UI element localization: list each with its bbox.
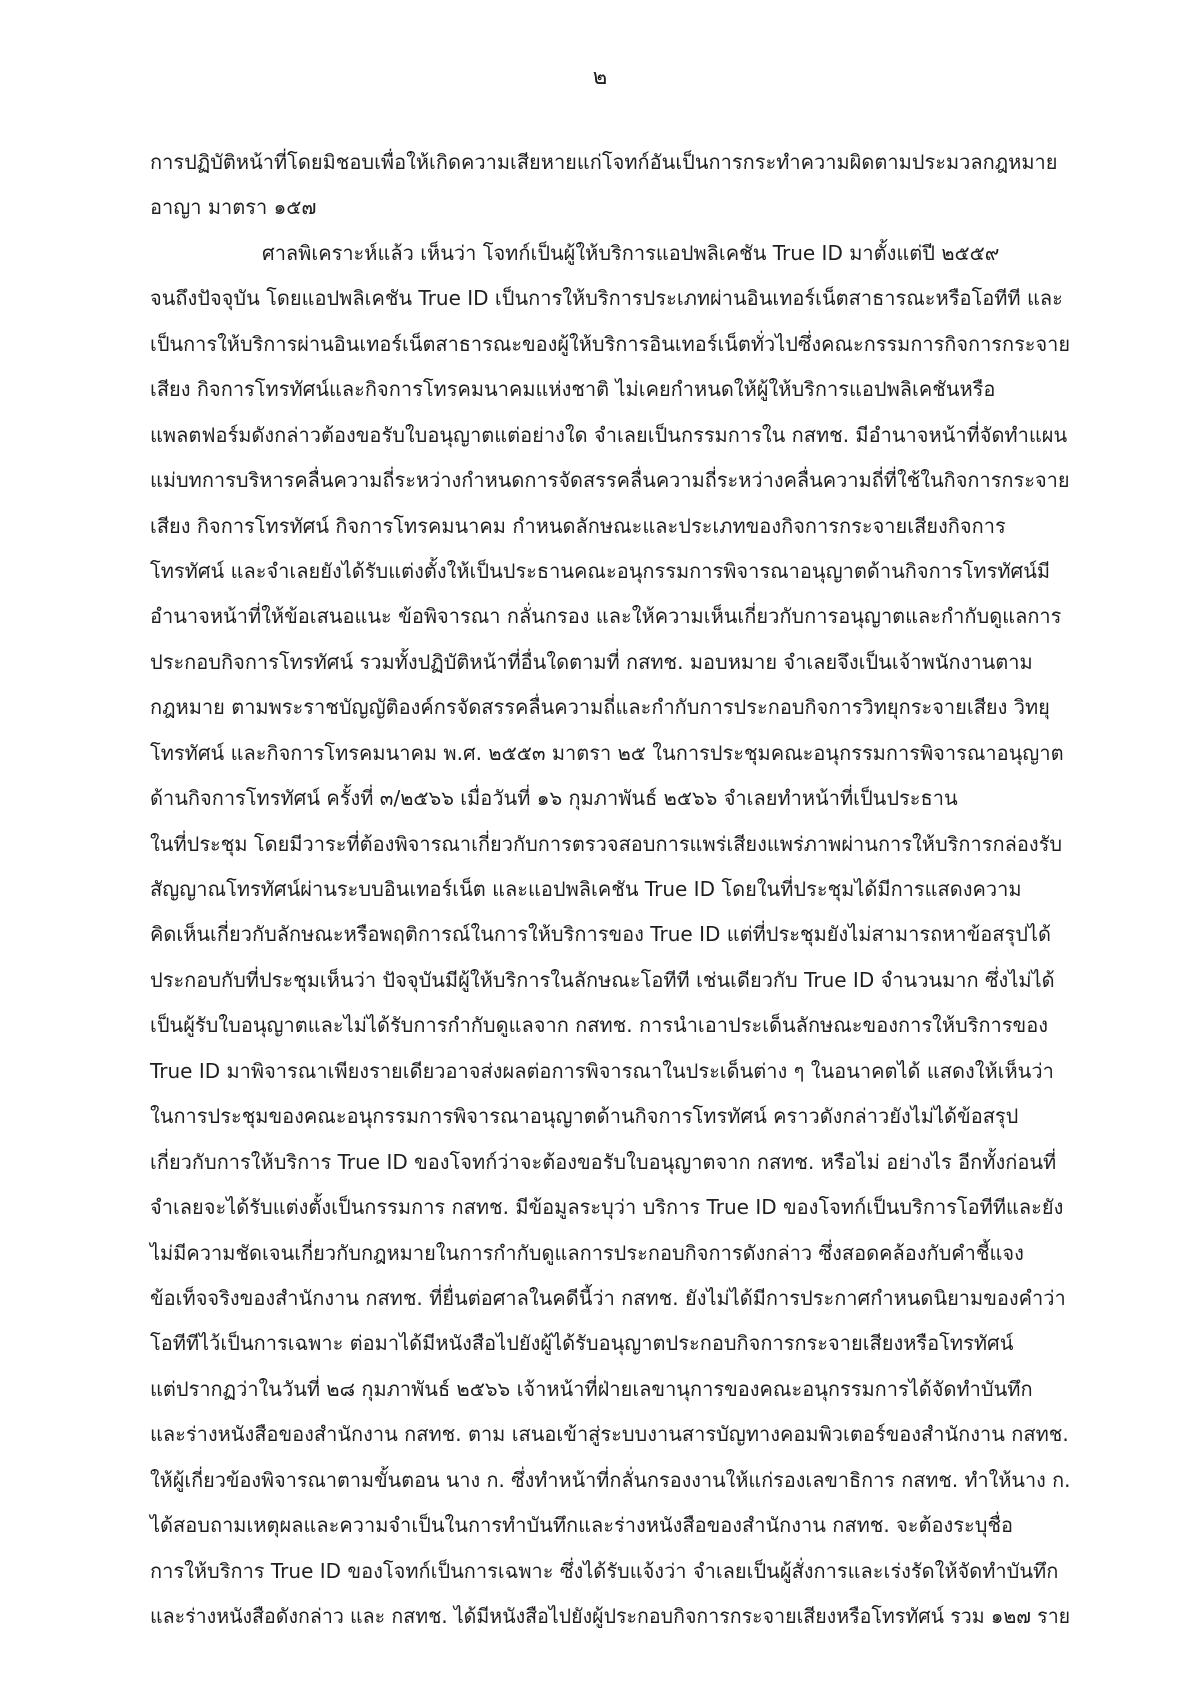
text-line: True ID มาพิจารณาเพียงรายเดียวอาจส่งผลต่อการพิจารณาในประเด็นต่าง ๆ ในอนาคตได้ แสดงให้เห็นว่า <box>150 1058 1054 1083</box>
text-line: โทรทัศน์ และจำเลยยังได้รับแต่งตั้งให้เป็นประธานคณะอนุกรรมการพิจารณาอนุญาตด้านกิจการโทรทัศน์มี <box>150 558 1051 583</box>
text-line: คิดเห็นเกี่ยวกับลักษณะหรือพฤติการณ์ในการให้บริการของ True ID แต่ที่ประชุมยังไม่สามารถหาข้อสรุปได้ <box>150 922 1051 947</box>
text-line: สัญญาณโทรทัศน์ผ่านระบบอินเทอร์เน็ต และแอปพลิเคชัน True ID โดยในที่ประชุมได้มีการแสดงความ <box>150 877 1022 901</box>
text-line: และร่างหนังสือของสำนักงาน กสทช. ตาม เสนอเข้าสู่ระบบงานสารบัญทางคอมพิวเตอร์ของสำนักงาน กสทช. <box>150 1422 1069 1447</box>
text-line: อำนาจหน้าที่ให้ข้อเสนอแนะ ข้อพิจารณา กลั่นกรอง และให้ความเห็นเกี่ยวกับการอนุญาตและกำกับดูแลการ <box>150 604 1062 629</box>
text-line: ประกอบกิจการโทรทัศน์ รวมทั้งปฏิบัติหน้าที่อื่นใดตามที่ กสทช. มอบหมาย จำเลยจึงเป็นเจ้าพนักงานตาม <box>150 649 1033 674</box>
text-line: ในที่ประชุม โดยมีวาระที่ต้องพิจารณาเกี่ยวกับการตรวจสอบการแพร่เสียงแพร่ภาพผ่านการให้บริการกล่องรับ <box>150 831 1063 856</box>
text-line: ในการประชุมของคณะอนุกรรมการพิจารณาอนุญาตด้านกิจการโทรทัศน์ คราวดังกล่าวยังไม่ได้ข้อสรุป <box>150 1104 1019 1129</box>
text-line: โทรทัศน์ และกิจการโทรคมนาคม พ.ศ. ๒๕๕๓ มาตรา ๒๕ ในการประชุมคณะอนุกรรมการพิจารณาอนุญาต <box>150 740 1064 765</box>
paragraph-start-line: ศาลพิเคราะห์แล้ว เห็นว่า โจทก์เป็นผู้ให้บริการแอปพลิเคชัน True ID มาตั้งแต่ปี ๒๕๕๙ <box>262 240 1000 265</box>
text-line: ไม่มีความชัดเจนเกี่ยวกับกฎหมายในการกำกับดูแลการประกอบกิจการดังกล่าว ซึ่งสอดคล้องกับคำชี้แจง <box>150 1240 1024 1265</box>
text-line: เป็นการให้บริการผ่านอินเทอร์เน็ตสาธารณะของผู้ให้บริการอินเทอร์เน็ตทั่วไปซึ่งคณะกรรมการกิจการกระจาย <box>150 331 1071 356</box>
text-line: กฎหมาย ตามพระราชบัญญัติองค์กรจัดสรรคลื่นความถี่และกำกับการประกอบกิจการวิทยุกระจายเสียง วิทยุ <box>150 695 1050 720</box>
body-text <box>150 140 1070 1639</box>
text-line: เสียง กิจการโทรทัศน์และกิจการโทรคมนาคมแห่งชาติ ไม่เคยกำหนดให้ผู้ให้บริการแอปพลิเคชันหรือ <box>150 377 996 402</box>
text-line: ด้านกิจการโทรทัศน์ ครั้งที่ ๓/๒๕๖๖ เมื่อวันที่ ๑๖ กุมภาพันธ์ ๒๕๖๖ จำเลยทำหน้าที่เป็นประธาน <box>150 786 958 811</box>
text-line: แม่บทการบริหารคลื่นความถี่ระหว่างกำหนดการจัดสรรคลื่นความถี่ระหว่างคลื่นความถี่ที่ใช้ในกิจการกระจาย <box>150 468 1070 493</box>
text-line: ประกอบกับที่ประชุมเห็นว่า ปัจจุบันมีผู้ให้บริการในลักษณะโอทีที เช่นเดียวกับ True ID จำนวนมาก ซึ่งไม่ได้ <box>150 967 1055 992</box>
text-line: เสียง กิจการโทรทัศน์ กิจการโทรคมนาคม กำหนดลักษณะและประเภทของกิจการกระจายเสียงกิจการ <box>150 513 1006 538</box>
text-line: จนถึงปัจจุบัน โดยแอปพลิเคชัน True ID เป็นการให้บริการประเภทผ่านอินเทอร์เน็ตสาธารณะหรือโอทีที และ <box>150 286 1063 311</box>
page-number: ๒ <box>592 65 608 90</box>
text-line: เกี่ยวกับการให้บริการ True ID ของโจทก์ว่าจะต้องขอรับใบอนุญาตจาก กสทช. หรือไม่ อย่างไร อีกทั้งก่อนที่ <box>150 1149 1057 1174</box>
text-line: เป็นผู้รับใบอนุญาตและไม่ได้รับการกำกับดูแลจาก กสทช. การนำเอาประเด็นลักษณะของการให้บริการของ <box>150 1013 1048 1038</box>
text-line: อาญา มาตรา ๑๕๗ <box>150 195 317 220</box>
text-line: โอทีทีไว้เป็นการเฉพาะ ต่อมาได้มีหนังสือไปยังผู้ได้รับอนุญาตประกอบกิจการกระจายเสียงหรือโทรทัศน์ <box>150 1331 1014 1356</box>
text-line: การให้บริการ True ID ของโจทก์เป็นการเฉพาะ ซึ่งได้รับแจ้งว่า จำเลยเป็นผู้สั่งการและเร่งรัดให้จัดทำบันทึก <box>150 1558 1059 1583</box>
text-line: ได้สอบถามเหตุผลและความจำเป็นในการทำบันทึกและร่างหนังสือของสำนักงาน กสทช. จะต้องระบุชื่อ <box>150 1513 1014 1538</box>
text-line: และร่างหนังสือดังกล่าว และ กสทช. ได้มีหนังสือไปยังผู้ประกอบกิจการกระจายเสียงหรือโทรทัศน์ รวม ๑๒๗ ราย <box>150 1604 1071 1628</box>
text-line: แพลตฟอร์มดังกล่าวต้องขอรับใบอนุญาตแต่อย่างใด จำเลยเป็นกรรมการใน กสทช. มีอำนาจหน้าที่จัดทำแผน <box>150 422 1068 447</box>
text-line: ข้อเท็จจริงของสำนักงาน กสทช. ที่ยื่นต่อศาลในคดีนี้ว่า กสทช. ยังไม่ได้มีการประกาศกำหนดนิยามของคำว่า <box>150 1285 1066 1310</box>
text-line: จำเลยจะได้รับแต่งตั้งเป็นกรรมการ กสทช. มีข้อมูลระบุว่า บริการ True ID ของโจทก์เป็นบริการโอทีทีและยัง <box>150 1195 1064 1220</box>
text-line: การปฏิบัติหน้าที่โดยมิชอบเพื่อให้เกิดความเสียหายแก่โจทก์อันเป็นการกระทำความผิดตามประมวลกฎหมาย <box>150 150 1058 174</box>
text-line: แต่ปรากฏว่าในวันที่ ๒๘ กุมภาพันธ์ ๒๕๖๖ เจ้าหน้าที่ฝ่ายเลขานุการของคณะอนุกรรมการได้จัดทำบันทึก <box>150 1376 1033 1401</box>
text-line: ให้ผู้เกี่ยวข้องพิจารณาตามขั้นตอน นาง ก. ซึ่งทำหน้าที่กลั่นกรองงานให้แก่รองเลขาธิการ กสทช. ทำให้นาง ก. <box>150 1467 1071 1492</box>
